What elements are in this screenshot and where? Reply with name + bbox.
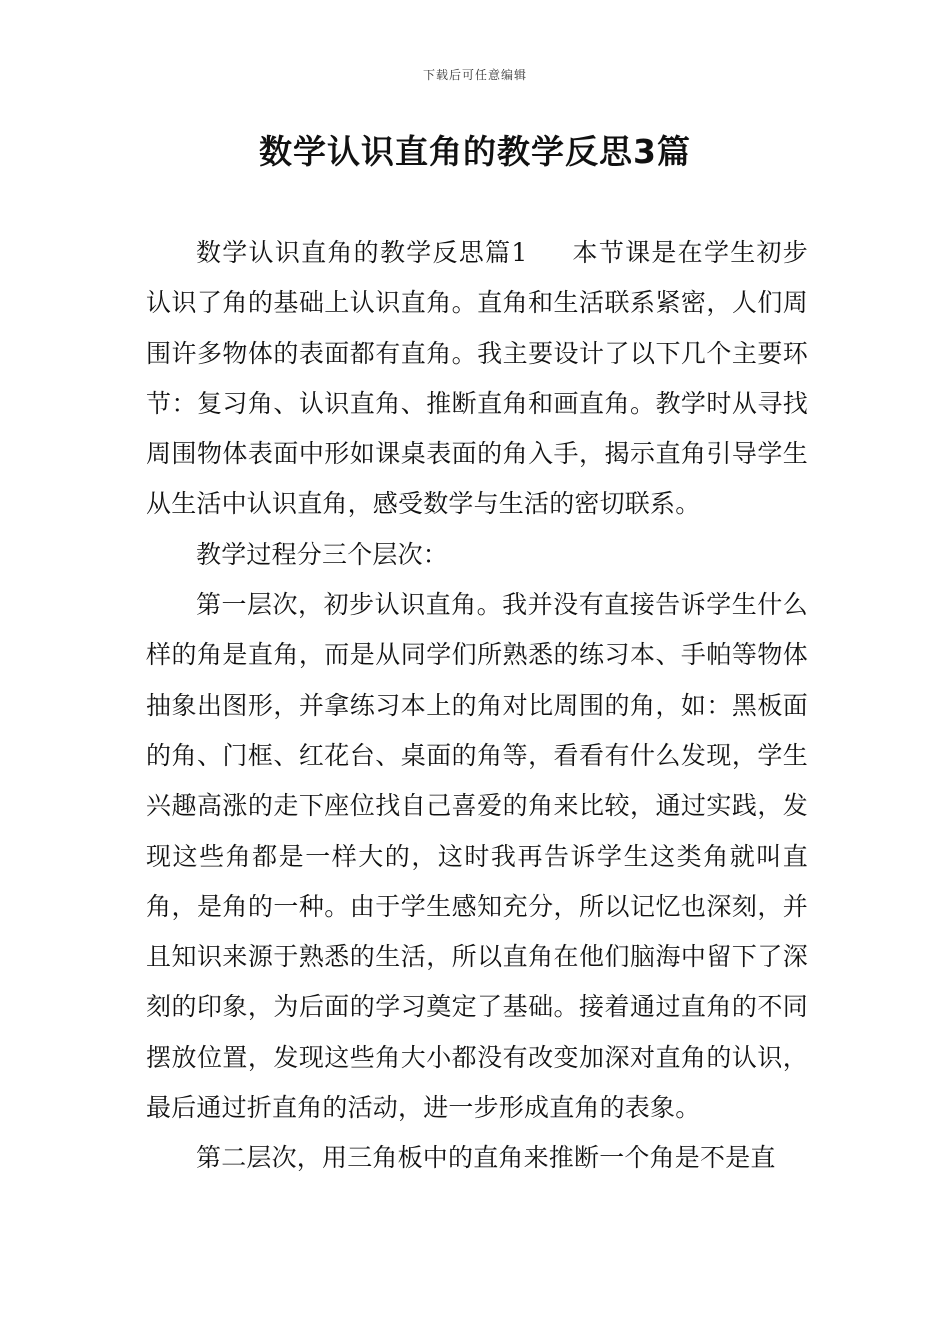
header-note: 下载后可任意编辑 bbox=[422, 68, 527, 82]
paragraph-section-1 bbox=[146, 228, 808, 530]
document-title: 数学认识直角的教学反思3篇 bbox=[259, 132, 691, 171]
paragraph: 第一层次，初步认识直角。我并没有直接告诉学生什么样的角是直角，而是从同学们所熟悉的练习本、手帕等物体抽象出图形，并拿练习本上的角对比周围的角，如：黑板面的角、门框、红花台、桌面的角等，看看有什么发现，学生兴趣高涨的走下座位找自己喜爱的角来比较，通过实践，发现这些角都是一样大的，这时我再告诉学生这类角就叫直角，是角的一种。由于学生感知充分，所以记忆也深刻，并且知识来源于熟悉的生活，所以直角在他们脑海中留下了深刻的印象，为后面的学习奠定了基础。接着通过直角的不同摆放位置，发现这些角大小都没有改变加深对直角的认识，最后通过折直角的活动，进一步形成直角的表象。 bbox=[146, 590, 808, 1123]
document-body bbox=[146, 228, 808, 1184]
section-intro: 本节课是在学生初步认识了角的基础上认识直角。直角和生活联系紧密，人们周围许多物体的表面都有直角。我主要设计了以下几个主要环节：复习角、认识直角、推断直角和画直角。教学时从寻找周围物体表面中形如课桌表面的角入手，揭示直角引导学生从生活中认识直角，感受数学与生活的密切联系。 bbox=[146, 238, 808, 519]
section-heading: 数学认识直角的教学反思篇1 bbox=[196, 238, 528, 267]
paragraph: 第二层次，用三角板中的直角来推断一个角是不是直 bbox=[196, 1143, 776, 1173]
paragraph: 教学过程分三个层次： bbox=[196, 539, 449, 569]
